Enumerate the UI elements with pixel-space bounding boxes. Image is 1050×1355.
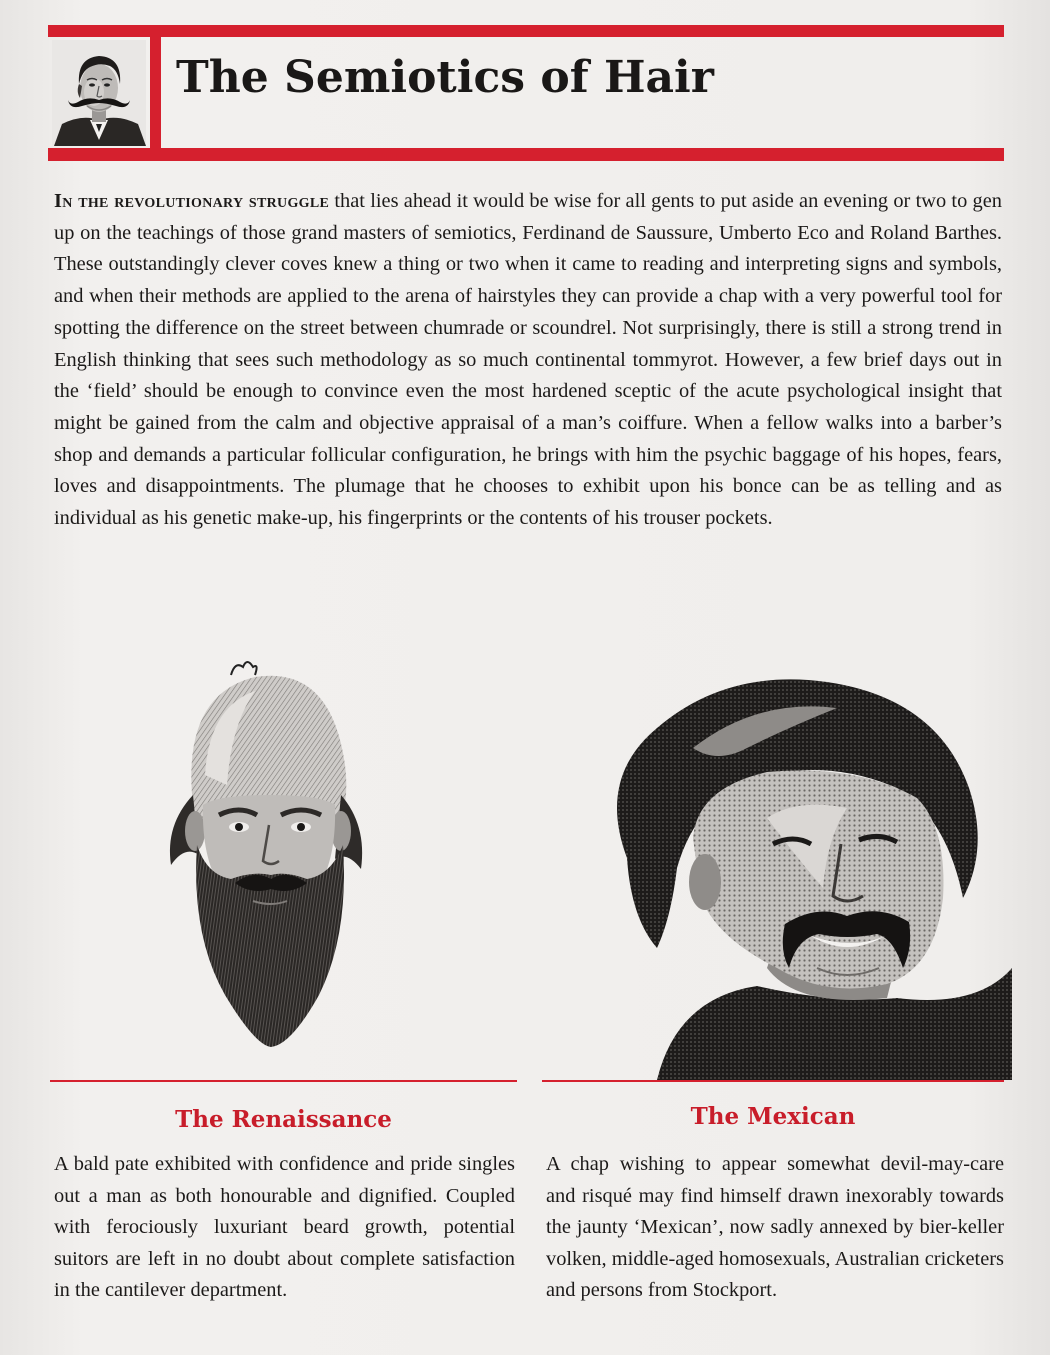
renaissance-title: The Renaissance <box>175 1106 392 1133</box>
renaissance-description: A bald pate exhibited with confidence and pride singles out a man as both honourable and dignified. Coupled with ferociously luxuriant beard growth, potential suitors are left in no doubt about complete satisfaction in the cantilever department. <box>54 1153 515 1302</box>
bald-bearded-man-illustration <box>135 655 425 1055</box>
header-rule-bottom <box>48 148 1004 161</box>
moustached-man-photo <box>597 668 1012 1080</box>
header-rule-vertical <box>150 25 161 161</box>
page-title: The Semiotics of Hair <box>176 52 714 103</box>
moustached-gentleman-portrait-icon <box>52 40 146 146</box>
intro-text: that lies ahead it would be wise for all gents to put aside an evening or two to gen up on the teachings of those grand masters of semiotics, Ferdinand de Saussure, Umberto Eco and Roland Barthes. These outstandingly clever coves knew a thing or two when it came to reading and interpreting signs and symbols, and when their methods are applied to the arena of hairstyles they can provide a chap with a very powerful tool for spotting the difference on the street between chumrade or scoundrel. Not surprisingly, there is still a strong trend in English thinking that sees such methodology as so much continental tommyrot. However, a few brief days out in the ‘field’ should be enough to convince even the most hardened sceptic of the acute psychological insight that might be gained from the calm and objective appraisal of a man’s coiffure. When a fellow walks into a barber’s shop and demands a particular follicular configuration, he brings with him the psychic baggage of his hopes, fears, loves and disappointments. The plumage that he chooses to exhibit upon his bonce can be as telling and as individual as his genetic make-up, his fingerprints or the contents of his trouser pockets. <box>54 190 1002 530</box>
intro-paragraph <box>54 186 1002 535</box>
caption-rule-left <box>50 1080 517 1082</box>
intro-lead: In the revolutionary struggle <box>54 190 330 212</box>
caption-rule-right <box>542 1080 1004 1082</box>
header-rule-top <box>48 25 1004 37</box>
mexican-description: A chap wishing to appear somewhat devil-may-care and risqué may find himself drawn inexorably towards the jaunty ‘Mexican’, now sadly annexed by bier-keller volken, middle-aged homosexuals, Australian cricketers and persons from Stockport. <box>546 1153 1004 1302</box>
mexican-title: The Mexican <box>690 1103 856 1130</box>
